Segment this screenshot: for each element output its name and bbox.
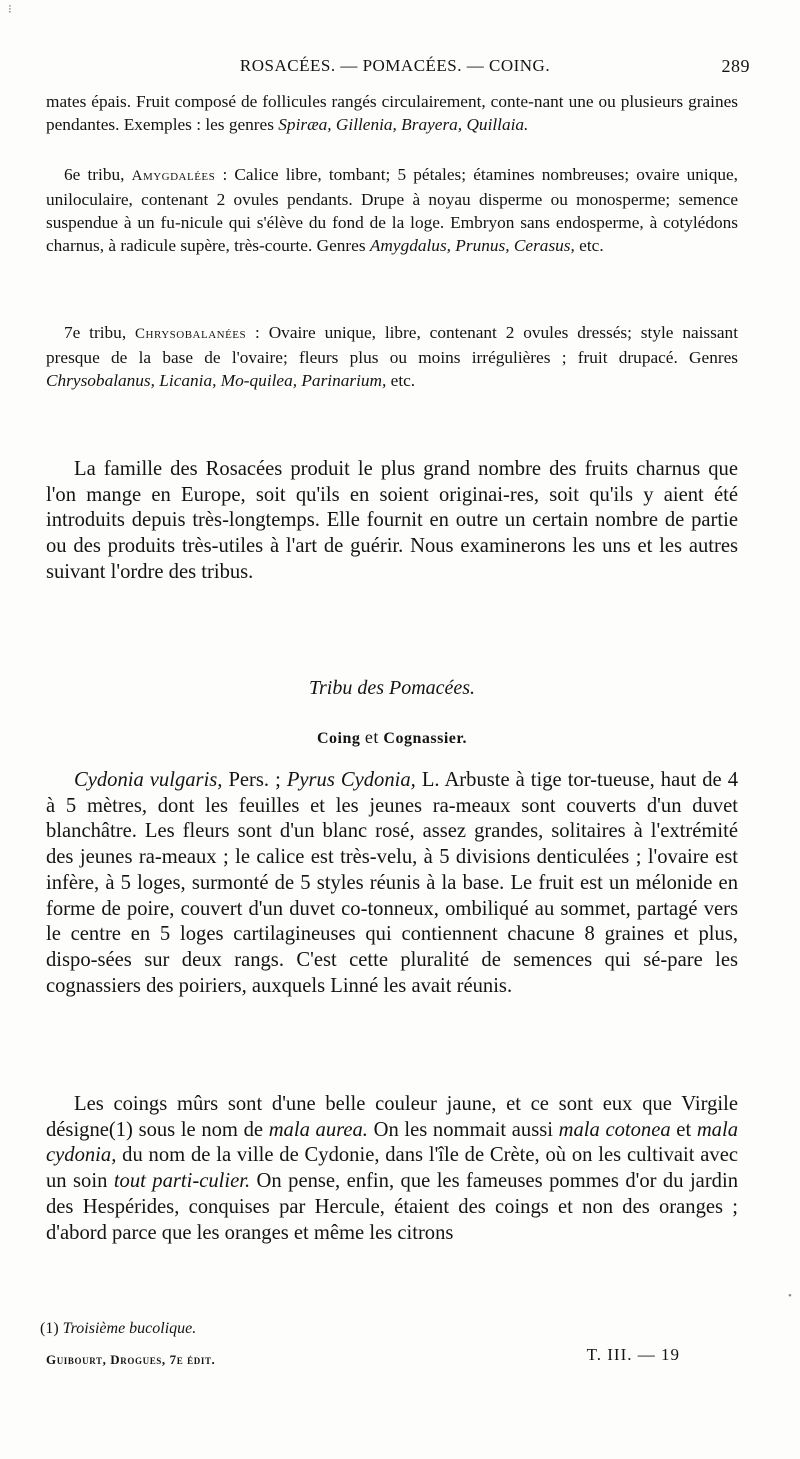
history-italic-2: mala cotonea xyxy=(558,1118,671,1141)
tribe-7-genera: Chrysobalanus, Licania, Mo-quilea, Parinarium, xyxy=(46,371,387,390)
genus-heading-et: et xyxy=(364,727,379,747)
paragraph-tribe-7 xyxy=(46,321,738,392)
para1-genus-1: Spiræa, xyxy=(278,115,332,134)
margin-dot: • xyxy=(788,1290,792,1302)
history-italic-1: mala aurea. xyxy=(268,1118,368,1141)
tribe-7-name: Chrysobalanées xyxy=(135,326,247,342)
paragraph-follicles xyxy=(46,90,738,136)
cydonia-name-2: Pyrus Cydonia, xyxy=(286,769,416,791)
tribe-6-end: etc. xyxy=(574,236,604,255)
paragraph-cydonia-description xyxy=(46,768,738,999)
cydonia-text-1: Pers. ; xyxy=(222,769,287,791)
running-header xyxy=(40,52,750,82)
history-italic-3: mala cydonia, xyxy=(46,1118,738,1167)
tribe-7-text: : Ovaire unique, libre, contenant 2 ovules dressés; style naissant presque de la base de l'ovaire; fleurs plus ou moins irrégulières ; fruit drupacé. Genres xyxy=(46,323,738,367)
history-text-5: On pense, enfin, que les fameuses pommes d'or du jardin des Hespérides, conquises par Hercule, étaient des coings et non des oranges ; d'abord parce que les oranges et même les citrons xyxy=(46,1170,738,1244)
tribe-heading: Tribu des Pomacées. xyxy=(308,677,476,699)
genus-heading-a: Coing xyxy=(317,730,361,747)
footer-imprint: Guibourt, Drogues, 7e édit. xyxy=(46,1352,216,1367)
tribe-7-end: etc. xyxy=(386,371,416,390)
history-text-3: et xyxy=(670,1118,697,1141)
margin-mark: ⁝ xyxy=(8,2,12,16)
history-text-2: On les nommait aussi xyxy=(367,1118,559,1141)
paragraph-quince-history xyxy=(46,1092,738,1246)
para1-text: mates épais. Fruit composé de follicules rangés circulairement, conte-nant une ou plusieurs graines pendantes. Exemples : les genres xyxy=(46,92,738,134)
genus-heading xyxy=(46,727,738,748)
page-number: 289 xyxy=(721,56,750,76)
running-title: ROSACÉES. — POMACÉES. — COING. xyxy=(239,56,551,75)
tribe-6-name: Amygdalées xyxy=(131,168,216,184)
footer-signature: T. III. — 19 xyxy=(586,1345,680,1364)
footnote-text: Troisième bucolique. xyxy=(58,1320,197,1337)
tribe-7-number: 7e tribu, xyxy=(64,323,136,342)
genus-heading-b: Cognassier. xyxy=(383,730,467,747)
footnote xyxy=(40,1320,196,1338)
footnote-mark: (1) xyxy=(40,1320,59,1337)
paragraph-family-overview xyxy=(46,457,738,586)
family-overview-text: La famille des Rosacées produit le plus grand nombre des fruits charnus que l'on mange en Europe, soit qu'ils en soient originai-res, soit qu'ils y aient été introduits depuis très-longtemps. Elle fournit en outre un certain nombre de partie ou des produits très-utiles à l'art de guérir. Nous examinerons les uns et les autres suivant l'ordre des tribus. xyxy=(46,458,738,583)
para1-genus-2: Gillenia, Brayera, Quillaia. xyxy=(335,115,529,134)
cydonia-text-2: L. Arbuste à tige tor-tueuse, haut de 4 à 5 mètres, dont les feuilles et les jeunes ra-meaux sont couverts d'un duvet blanchâtre. Les fleurs sont d'un blanc rosé, assez grandes, solitaires à l'extrémité des jeunes ra-meaux ; le calice est très-velu, à 5 divisions denticulées ; l'ovaire est infère, à 5 loges, surmonté de 5 styles réunis à la base. Le fruit est un mélonide en forme de poire, couvert d'un duvet co-tonneux, ombiliqué au sommet, partagé vers le centre en 5 loges cartilagineuses qui contiennent chacune 8 graines et plus, dispo-sées sur deux rangs. C'est cette pluralité de semences qui sé-pare les cognassiers des poiriers, auxquels Linné les avait réunis. xyxy=(46,769,738,997)
tribe-6-text: : Calice libre, tombant; 5 pétales; étamines nombreuses; ovaire unique, uniloculaire, contenant 2 ovules pendants. Drupe à noyau disperme ou monosperme; semence suspendue à un fu-nicule qui s'élève du fond de la loge. Embryon sans endosperme, à cotylédons charnus, à radicule supère, très-courte. Genres xyxy=(46,165,739,255)
history-text-4: du nom de la ville de Cydonie, dans l'île de Crète, où on les cultivait avec un soin xyxy=(46,1144,738,1193)
tribe-6-number: 6e tribu, xyxy=(64,165,132,184)
tribe-6-genera: Amygdalus, Prunus, Cerasus, xyxy=(369,236,575,255)
history-text-1: Les coings mûrs sont d'une belle couleur jaune, et ce sont eux que Virgile désigne(1) sous le nom de xyxy=(46,1093,738,1141)
cydonia-name-1: Cydonia vulgaris, xyxy=(74,769,223,791)
history-italic-4: tout parti-culier. xyxy=(113,1170,251,1193)
paragraph-tribe-6 xyxy=(46,163,738,257)
